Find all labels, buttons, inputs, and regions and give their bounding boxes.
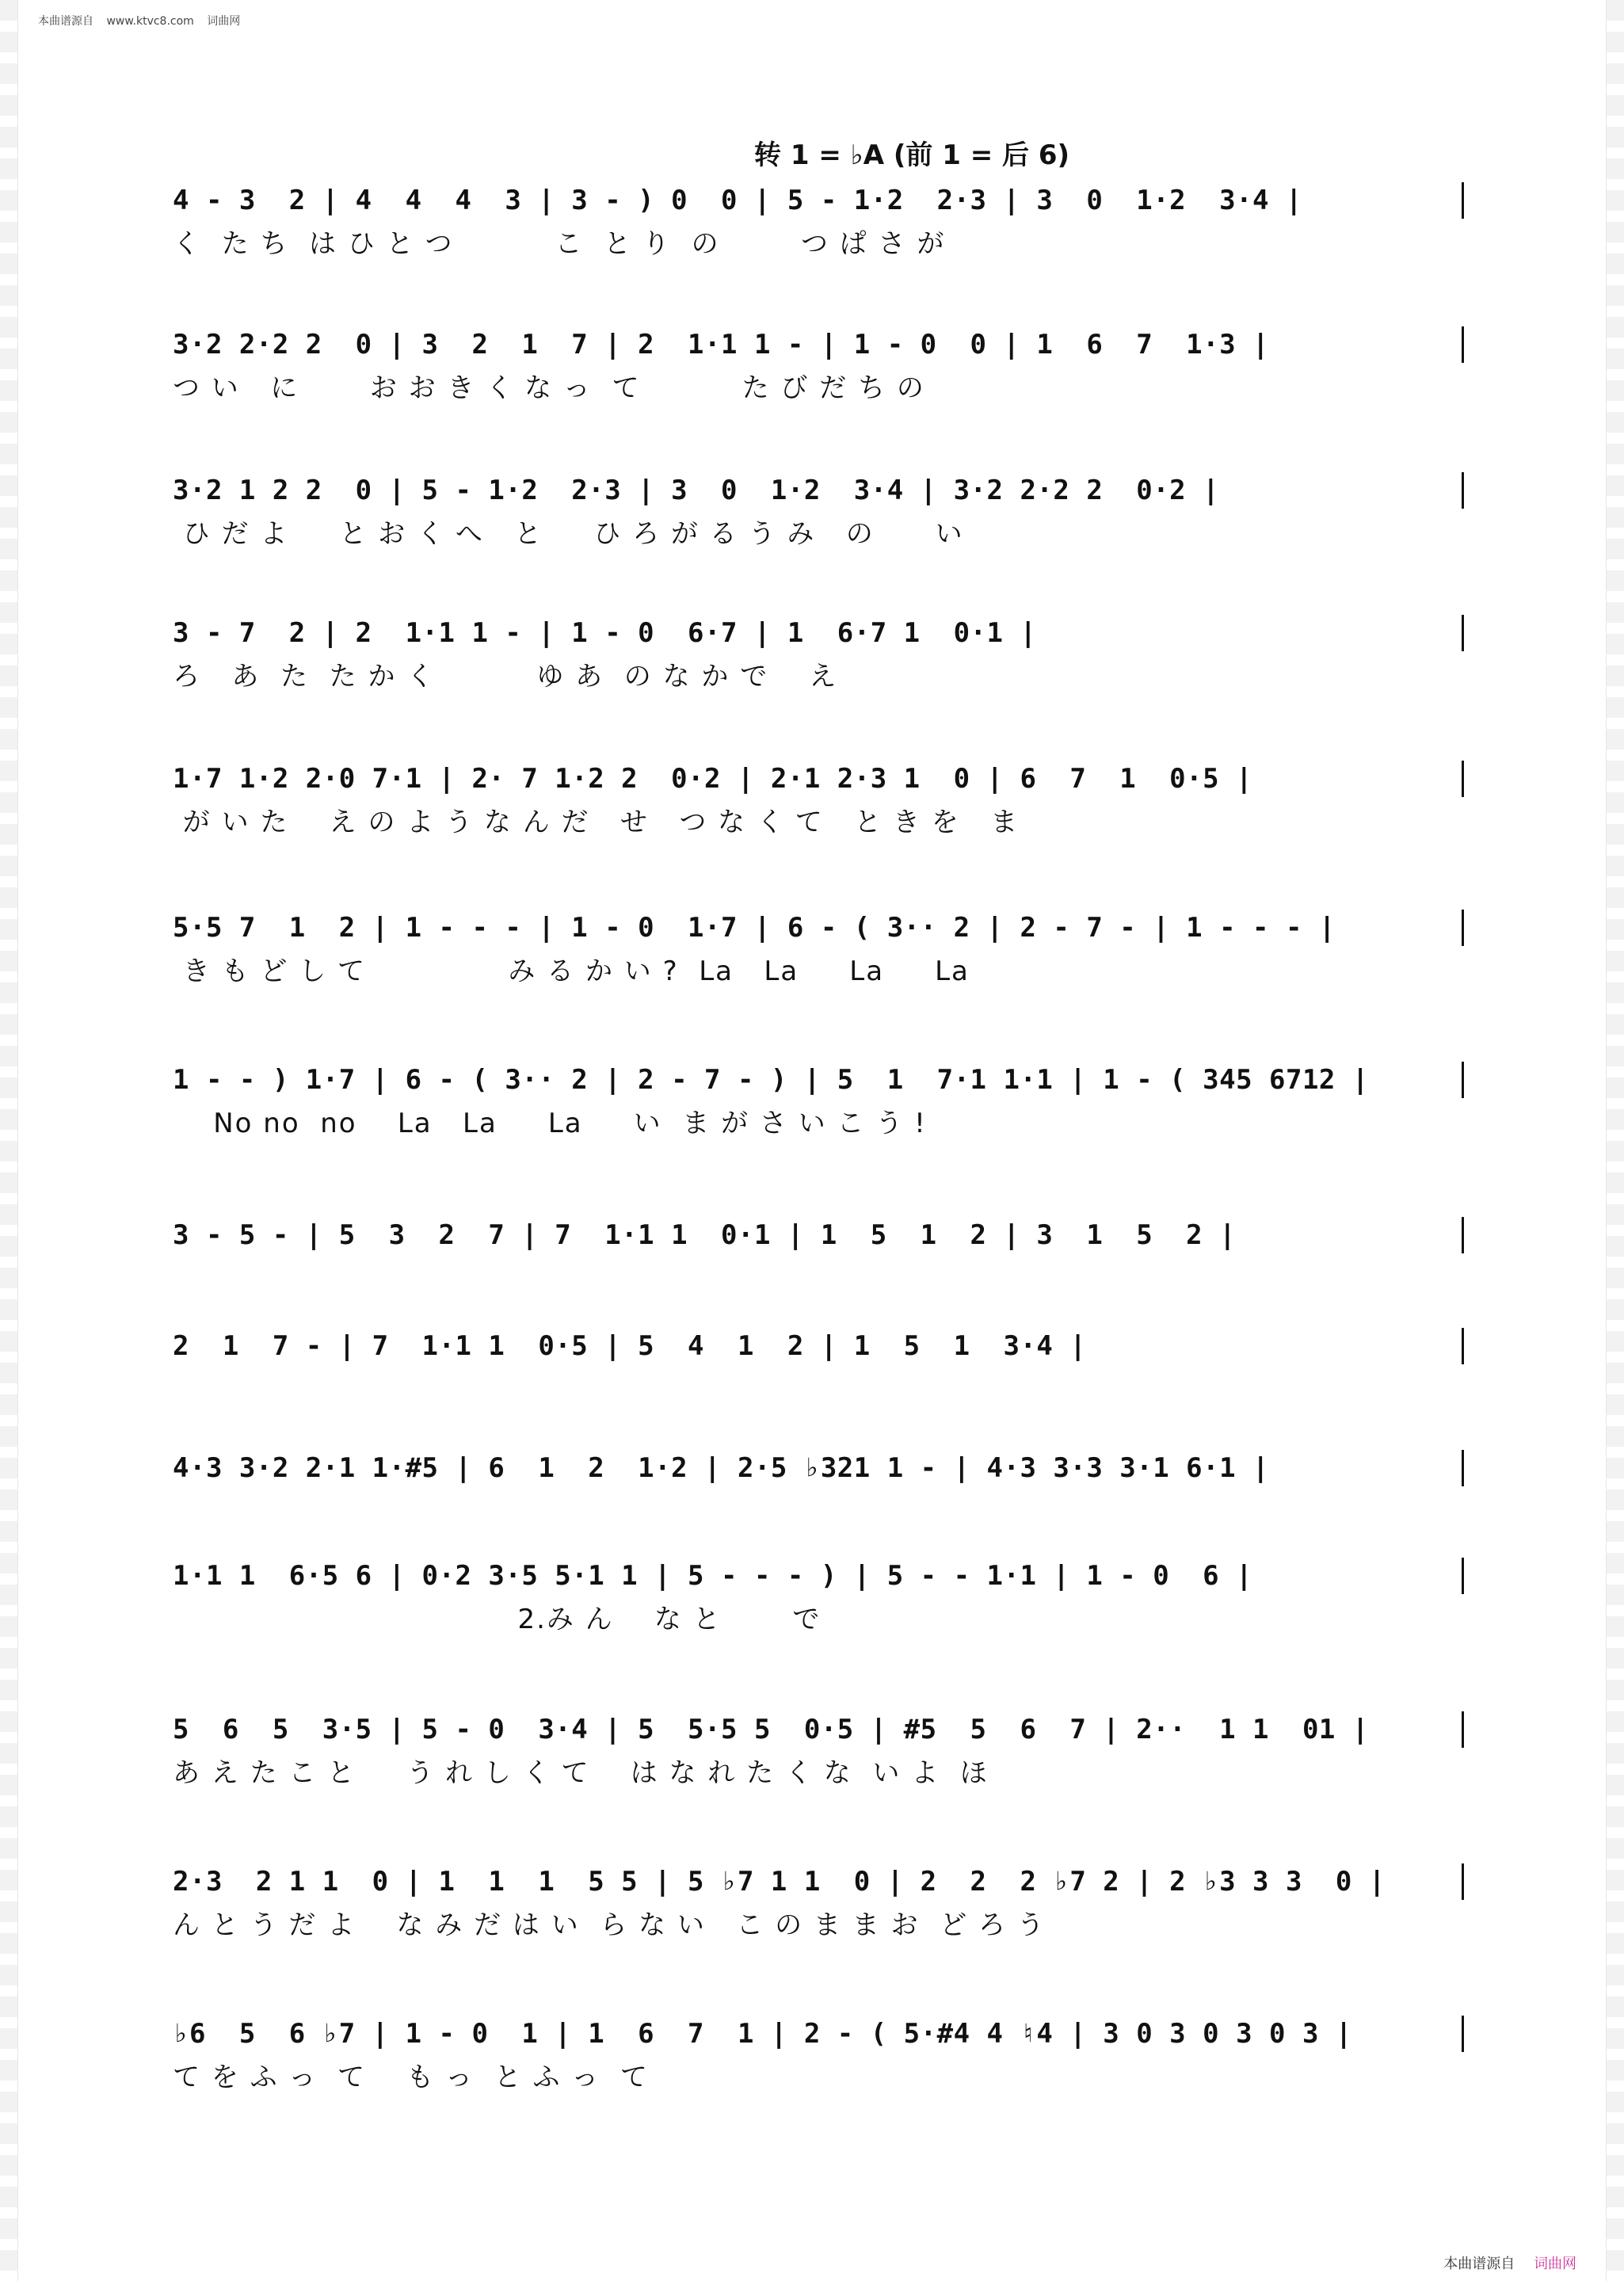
notation-line: 3 - 7 2 | 2 1·1 1 - | 1 - 0 6·7 | 1 6·7 1 0·1 | [173,615,1464,651]
score-row [173,761,1464,841]
lyrics-line: No no no La La La い ま が さ い こ う ! [173,1108,927,1139]
lyrics-line: 2.み ん な と で [173,1604,822,1635]
score-row [173,1062,1464,1142]
lyrics-line: て を ふ っ て も っ と ふ っ て [173,2062,649,2093]
notation-line: 3 - 5 - | 5 3 2 7 | 7 1·1 1 0·1 | 1 5 1 2 | 3 1 5 2 | [173,1217,1464,1253]
notation-line: 1·1 1 6·5 6 | 0·2 3·5 5·1 1 | 5 - - - ) | 5 - - 1·1 | 1 - 0 6 | [173,1558,1464,1594]
score-row [173,910,1464,990]
footer-brand[interactable]: 词曲网 [1534,2256,1576,2272]
source-label: 本曲谱源自 [38,15,93,28]
source-url[interactable]: www.ktvc8.com [106,15,194,28]
lyrics-line: ん と う だ よ な み だ は い ら な い こ の ま ま お ど ろ う [173,1909,1046,1941]
score-row [173,326,1464,407]
lyrics-line: が い た え の よ う な ん だ せ つ な く て と き を ま [173,807,1020,838]
source-name: 词曲网 [207,15,241,28]
score-row [173,1863,1464,1944]
score-row [173,2016,1464,2096]
notation-line: 1·7 1·2 2·0 7·1 | 2· 7 1·2 2 0·2 | 2·1 2·3 1 0 | 6 7 1 0·5 | [173,761,1464,797]
lyrics-line: く た ち は ひ と つ こ と り の つ ぱ さ が [173,228,946,260]
score-row [173,182,1464,263]
notation-line: 4 - 3 2 | 4 4 4 3 | 3 - ) 0 0 | 5 - 1·2 2·3 | 3 0 1·2 3·4 | [173,182,1464,219]
page-footer [1443,2252,1576,2273]
notation-line: ♭6 5 6 ♭7 | 1 - 0 1 | 1 6 7 1 | 2 - ( 5·#4 4 ♮4 | 3 0 3 0 3 0 3 | [173,2016,1464,2052]
right-margin-strip [1606,0,1624,2281]
notation-line: 5 6 5 3·5 | 5 - 0 3·4 | 5 5·5 5 0·5 | #5 5 6 7 | 2·· 1 1 01 | [173,1711,1464,1748]
lyrics-line: ろ あ た た か く ゆ あ の な か で え [173,661,838,692]
lyrics-line: き も ど し て み る か い ? La La La La [173,956,970,987]
source-header [38,13,250,29]
notation-line: 2 1 7 - | 7 1·1 1 0·5 | 5 4 1 2 | 1 5 1 3·4 | [173,1328,1464,1364]
score-row [173,1328,1464,1371]
notation-line: 2·3 2 1 1 0 | 1 1 1 5 5 | 5 ♭7 1 1 0 | 2 2 2 ♭7 2 | 2 ♭3 3 3 0 | [173,1863,1464,1900]
notation-line: 4·3 3·2 2·1 1·#5 | 6 1 2 1·2 | 2·5 ♭321 1 - | 4·3 3·3 3·1 6·1 | [173,1450,1464,1486]
score-row [173,1711,1464,1792]
notation-line: 3·2 2·2 2 0 | 3 2 1 7 | 2 1·1 1 - | 1 - 0 0 | 1 6 7 1·3 | [173,326,1464,363]
score-row [173,1450,1464,1493]
score-row [173,472,1464,553]
notation-line: 5·5 7 1 2 | 1 - - - | 1 - 0 1·7 | 6 - ( 3·· 2 | 2 - 7 - | 1 - - - | [173,910,1464,946]
key-change: 转 1 = ♭A (前 1 = 后 6) [754,139,1070,171]
score-row [173,1558,1464,1638]
left-margin-strip [0,0,18,2281]
notation-line: 1 - - ) 1·7 | 6 - ( 3·· 2 | 2 - 7 - ) | 5 1 7·1 1·1 | 1 - ( 345 6712 | [173,1062,1464,1098]
notation-line: 3·2 1 2 2 0 | 5 - 1·2 2·3 | 3 0 1·2 3·4 | 3·2 2·2 2 0·2 | [173,472,1464,509]
score-row [173,1217,1464,1260]
score-row [173,615,1464,696]
lyrics-line: つ い に お お き く な っ て た び だ ち の [173,372,925,404]
lyrics-line: ひ だ よ と お く へ と ひ ろ が る う み の い [173,518,964,550]
lyrics-line: あ え た こ と う れ し く て は な れ た く な い よ ほ [173,1757,989,1789]
footer-text: 本曲谱源自 [1443,2256,1515,2272]
